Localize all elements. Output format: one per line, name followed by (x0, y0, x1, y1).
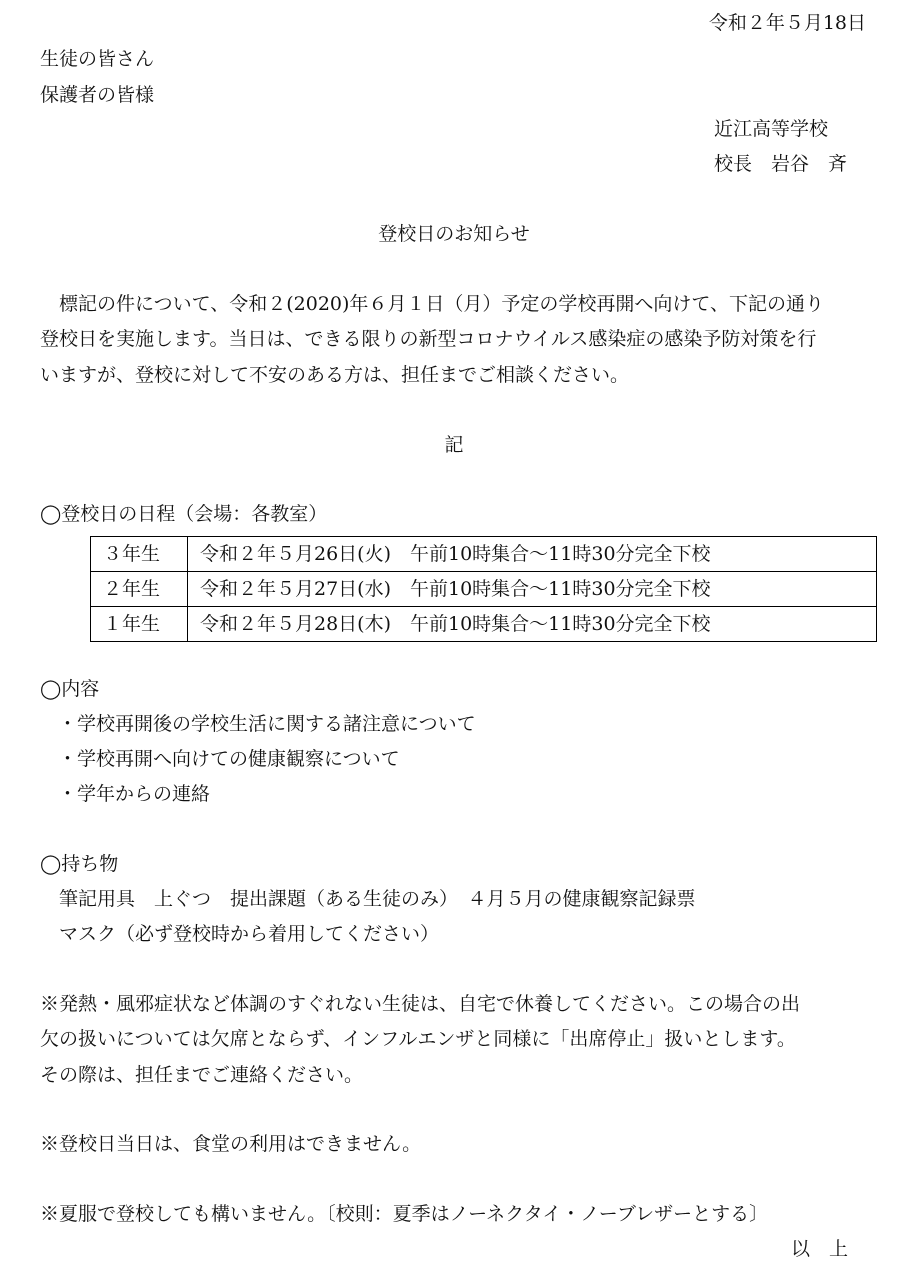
schedule-table (90, 536, 877, 642)
list-item: ・学校再開へ向けての健康観察について (58, 748, 400, 770)
table-row (91, 607, 877, 642)
belongings-line: 筆記用具 上ぐつ 提出課題（ある生徒のみ） ４月５月の健康観察記録票 (40, 888, 696, 910)
sender-school: 近江高等学校 (714, 118, 829, 140)
sender-principal: 校長 岩谷 斉 (714, 153, 848, 175)
list-item: ・学校再開後の学校生活に関する諸注意について (58, 713, 476, 735)
schedule-detail-cell: 令和２年５月27日(水) 午前10時集合～11時30分完全下校 (188, 572, 877, 607)
schedule-detail-cell: 令和２年５月26日(火) 午前10時集合～11時30分完全下校 (188, 537, 877, 572)
belongings-heading: ◯持ち物 (40, 853, 119, 875)
note-fever-line: 欠の扱いについては欠席とならず、インフルエンザと同様に「出席停止」扱いとします。 (40, 1028, 796, 1050)
table-row (91, 537, 877, 572)
addressee-students: 生徒の皆さん (40, 48, 155, 70)
grade-cell: １年生 (91, 607, 188, 642)
note-uniform: ※夏服で登校しても構いません。〔校則：夏季はノーネクタイ・ノーブレザーとする〕 (40, 1203, 769, 1225)
grade-cell: ２年生 (91, 572, 188, 607)
note-cafeteria: ※登校日当日は、食堂の利用はできません。 (40, 1133, 422, 1155)
ki-heading: 記 (444, 434, 464, 456)
closing-ijou: 以 上 (790, 1238, 848, 1260)
list-item: ・学年からの連絡 (58, 783, 211, 805)
grade-cell: ３年生 (91, 537, 188, 572)
table-row (91, 572, 877, 607)
note-fever-line: その際は、担任までご連絡ください。 (40, 1064, 364, 1086)
addressee-guardians: 保護者の皆様 (40, 84, 155, 106)
document-date: 令和２年５月18日 (708, 12, 866, 34)
content-heading: ◯内容 (40, 678, 100, 700)
body-line: 標記の件について、令和２(2020)年６月１日（月）予定の学校再開へ向けて、下記の通り (40, 293, 825, 315)
schedule-detail-cell: 令和２年５月28日(木) 午前10時集合～11時30分完全下校 (188, 607, 877, 642)
note-fever-line: ※発熱・風邪症状など体調のすぐれない生徒は、自宅で休養してください。この場合の出 (40, 993, 801, 1015)
belongings-line: マスク（必ず登校時から着用してください） (40, 923, 440, 945)
body-line: 登校日を実施します。当日は、できる限りの新型コロナウイルス感染症の感染予防対策を行 (40, 328, 817, 350)
body-line: いますが、登校に対して不安のある方は、担任までご相談ください。 (40, 364, 630, 386)
schedule-heading: ◯登校日の日程（会場：各教室） (40, 503, 328, 525)
document-title: 登校日のお知らせ (378, 223, 530, 245)
